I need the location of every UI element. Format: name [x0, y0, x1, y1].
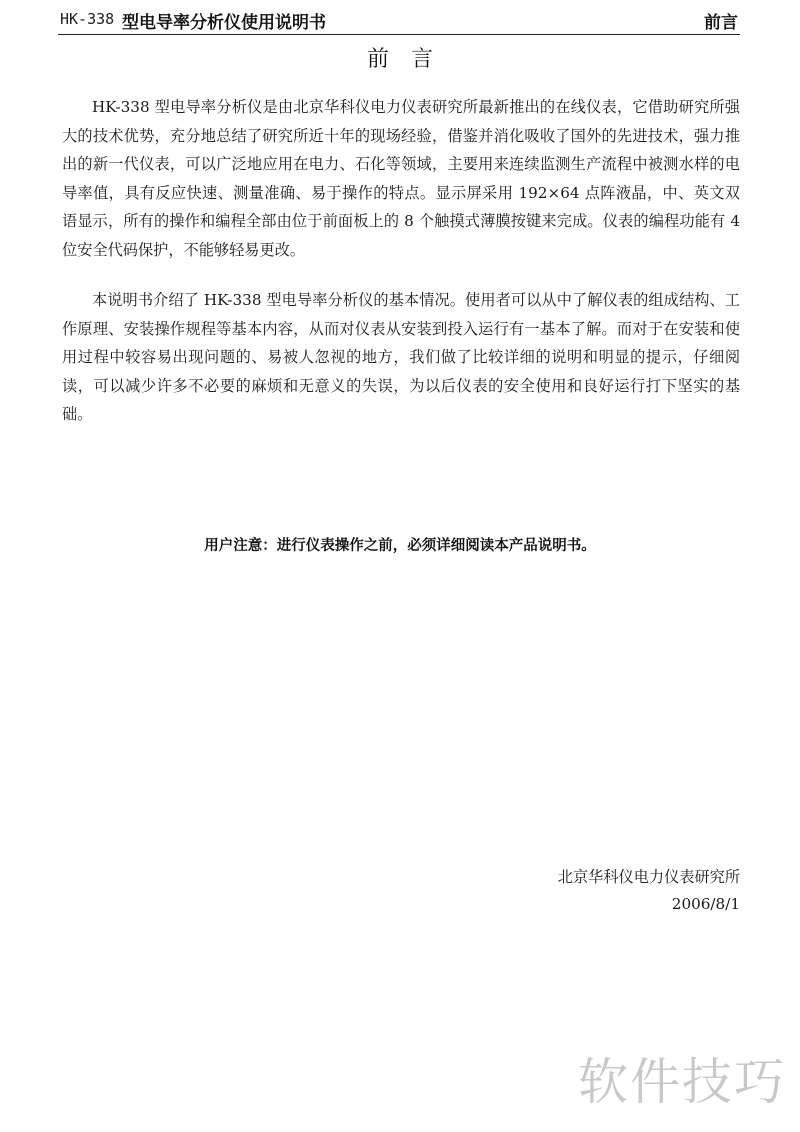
user-notice: 用户注意：进行仪表操作之前，必须详细阅读本产品说明书。 — [204, 538, 596, 554]
page-header — [58, 6, 740, 35]
page-title: 前言 — [366, 47, 455, 72]
paragraph-manual-scope: 本说明书介绍了 HK-338 型电导率分析仪的基本情况。使用者可以从中了解仪表的组成结构、工作原理、安装操作规程等基本内容，从而对仪表从安装到投入运行有一基本了解。而对于在安装和使用过程中较容易出现问题的、易被人忽视的地方，我们做了比较详细的说明和明显的提示，仔细阅读，可以减少许多不必要的麻烦和无意义的失误，为以后仪表的安全使用和良好运行打下坚实的基础。 — [62, 291, 740, 424]
header-section-name: 前言 — [704, 13, 738, 33]
paragraph-intro: HK-338 型电导率分析仪是由北京华科仪电力仪表研究所最新推出的在线仪表，它借助研究所强大的技术优势，充分地总结了研究所近十年的现场经验，借鉴并消化吸收了国外的先进技术，强力推出的新一代仪表，可以广泛地应用在电力、石化等领域，主要用来连续监测生产流程中被测水样的电导率值，具有反应快速、测量准确、易于操作的特点。显示屏采用 192×64 点阵液晶，中、英文双语显示，所有的操作和编程全部由位于前面板上的 8 个触摸式薄膜按键来完成。仪表的编程功能有 4 位安全代码保护，不能够轻易更改。 — [62, 98, 740, 259]
watermark-logo: 软件技巧 — [578, 1053, 786, 1111]
signature-organization: 北京华科仪电力仪表研究所 — [557, 868, 740, 886]
signature-date: 2006/8/1 — [671, 895, 740, 913]
header-doc-title: 型电导率分析仪使用说明书 — [122, 13, 326, 33]
header-doc-code: HK-338 — [60, 10, 115, 28]
